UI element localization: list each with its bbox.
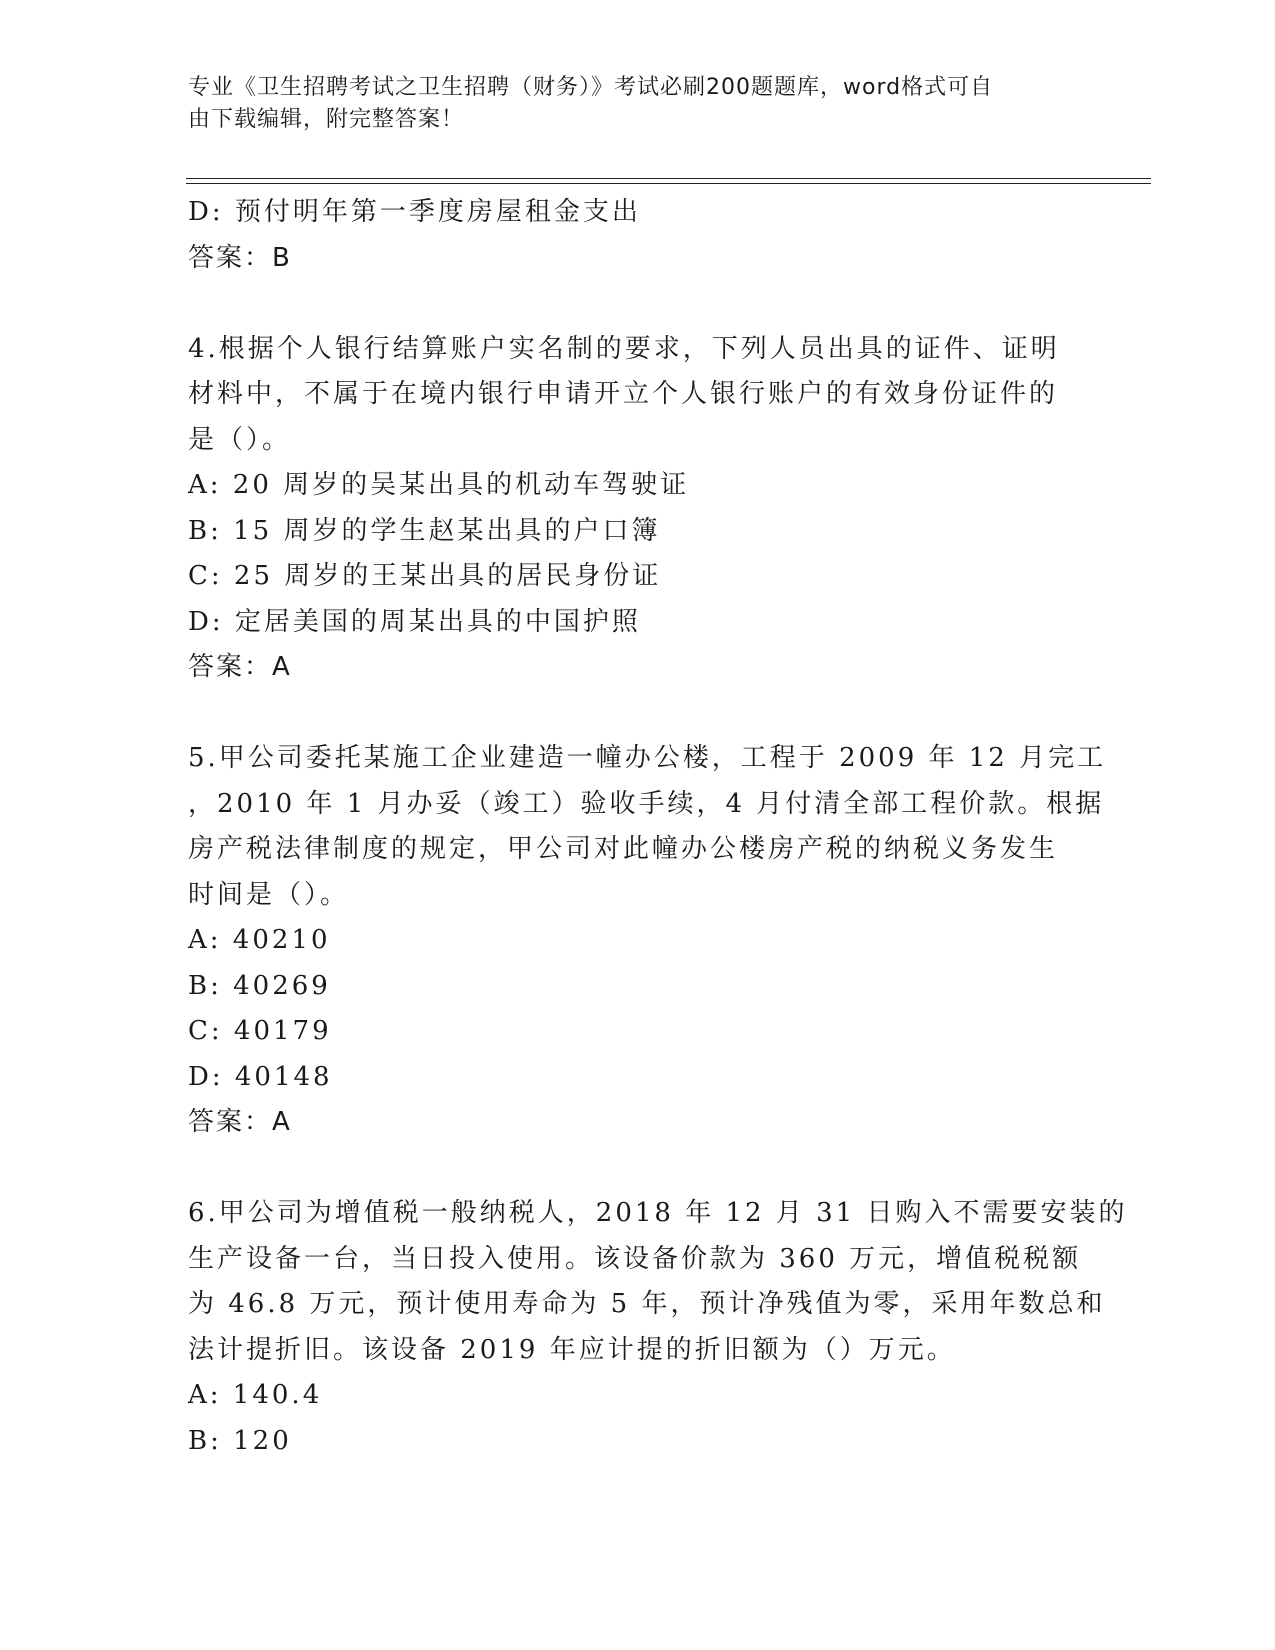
spacer (188, 1146, 1088, 1192)
q6-option-a: A: 140.4 (188, 1380, 323, 1410)
q6-stem-line-1: 6.甲公司为增值税一般纳税人，2018 年 12 月 31 日购入不需要安装的 (188, 1198, 1128, 1228)
spacer (188, 691, 1088, 737)
q5-stem-line-4: 时间是（）。 (188, 879, 350, 910)
q5-stem-line-3: 房产税法律制度的规定，甲公司对此幢办公楼房产税的纳税义务发生 (188, 834, 1059, 864)
document-body (188, 190, 1128, 1464)
q5-stem-line-1: 5.甲公司委托某施工企业建造一幢办公楼，工程于 2009 年 12 月完工 (188, 743, 1107, 773)
header-line-1: 专业《卫生招聘考试之卫生招聘（财务）》考试必刷200题题库，word格式可自 (188, 75, 994, 100)
q5-answer: 答案：A (188, 1107, 292, 1137)
q6-stem-line-3: 为 46.8 万元，预计使用寿命为 5 年，预计净残值为零，采用年数总和 (188, 1289, 1106, 1319)
q4-option-d: D: 定居美国的周某出具的中国护照 (188, 606, 641, 637)
q5-option-a: A: 40210 (188, 925, 331, 955)
q5-option-c: C: 40179 (188, 1016, 332, 1046)
question-4 (188, 327, 1068, 691)
question-5 (188, 736, 1107, 1146)
q3-option-d: D: 预付明年第一季度房屋租金支出 (188, 197, 641, 227)
q5-stem-line-2: ，2010 年 1 月办妥（竣工）验收手续，4 月付清全部工程价款。根据 (188, 788, 1105, 819)
question-6 (188, 1191, 1128, 1464)
header-line-2: 由下载编辑，附完整答案！ (188, 107, 465, 132)
q3-answer: 答案：B (188, 242, 292, 273)
header-divider-top (186, 178, 1151, 179)
q4-stem-line-3: 是（）。 (188, 424, 292, 455)
q6-stem-line-2: 生产设备一台，当日投入使用。该设备价款为 360 万元，增值税税额 (188, 1243, 1082, 1274)
q4-option-a: A: 20 周岁的吴某出具的机动车驾驶证 (188, 470, 690, 500)
q4-answer: 答案：A (188, 652, 292, 682)
q4-option-c: C: 25 周岁的王某出具的居民身份证 (188, 561, 662, 591)
q5-option-b: B: 40269 (188, 970, 331, 1001)
spacer (188, 281, 1088, 327)
header-divider-bottom (186, 183, 1151, 184)
q4-stem-line-1: 4.根据个人银行结算账户实名制的要求，下列人员出具的证件、证明 (188, 333, 1060, 364)
q4-stem-line-2: 材料中，不属于在境内银行申请开立个人银行账户的有效身份证件的 (188, 379, 1059, 409)
document-header (188, 72, 1068, 136)
q5-option-d: D: 40148 (188, 1061, 333, 1092)
q6-option-b: B: 120 (188, 1425, 292, 1456)
q4-option-b: B: 15 周岁的学生赵某出具的户口簿 (188, 515, 661, 546)
q6-stem-line-4: 法计提折旧。该设备 2019 年应计提的折旧额为（）万元。 (188, 1334, 956, 1365)
